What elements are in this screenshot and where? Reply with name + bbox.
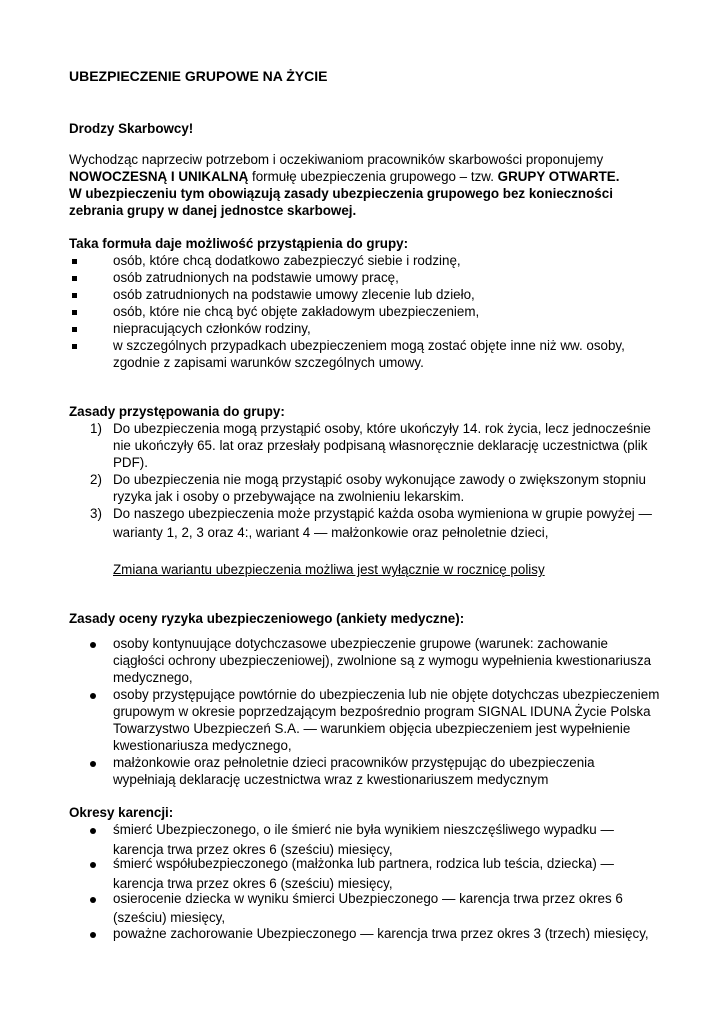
bullet-square-icon [72,344,77,349]
rules-heading: Zasady przystępowania do grupy: [69,404,285,419]
rules-number-3: 3) [90,506,102,521]
risk-item-1-line-3: medycznego, [113,670,193,685]
karencja-item-3-line-1: osierocenie dziecka w wyniku śmierci Ubezpieczonego — karencja trwa przez okres 6 [113,891,623,906]
karencja-item-2-line-1: śmierć współubezpieczonego (małżonka lub partnera, rodzica lub teścia, dziecka) — [113,856,614,871]
intro-line-4: zebrania grupy w danej jednostce skarbowej. [69,203,357,218]
bullet-dot-icon [90,897,96,903]
rules-item-2-line-2: ryzyka jak i osoby o przebywające na zwolnieniu lekarskim. [113,489,465,504]
formula-heading: Taka formuła daje możliwość przystąpienia do grupy: [69,236,409,251]
bullet-square-icon [72,259,77,264]
variant-change-note: Zmiana wariantu ubezpieczenia możliwa jest wyłącznie w rocznicę polisy [113,562,545,577]
rules-number-1: 1) [90,421,102,436]
intro-line-3: W ubezpieczeniu tym obowiązują zasady ubezpieczenia grupowego bez konieczności [69,186,613,201]
risk-item-3-line-1: małżonkowie oraz pełnoletnie dzieci pracowników przystępując do ubezpieczenia [113,755,595,770]
bullet-dot-icon [90,932,96,938]
risk-item-1-line-2: ciągłości ochrony ubezpieczeniowej), zwolnione są z wymogu wypełnienia kwestionariusza [113,653,652,668]
intro-mid: formułę ubezpieczenia grupowego – tzw. [248,169,498,184]
formula-item-5: niepracujących członków rodziny, [113,321,311,336]
intro-line-2 [69,169,619,184]
bullet-square-icon [72,327,77,332]
intro-bold-1: NOWOCZESNĄ I UNIKALNĄ [69,169,249,184]
rules-item-2-line-1: Do ubezpieczenia nie mogą przystąpić osoby wykonujące zawody o zwiększonym stopniu [113,472,646,487]
risk-item-2-line-3: Towarzystwo Ubezpieczeń S.A. — warunkiem objęcia ubezpieczeniem jest wypełnienie [113,721,631,736]
formula-item-1: osób, które chcą dodatkowo zabezpieczyć siebie i rodzinę, [113,253,461,268]
formula-item-3: osób zatrudnionych na podstawie umowy zlecenie lub dzieło, [113,287,475,302]
karencja-heading: Okresy karencji: [69,805,174,820]
bullet-square-icon [72,276,77,281]
risk-item-2-line-1: osoby przystępujące powtórnie do ubezpieczenia lub nie objęte dotychczas ubezpieczeniem [113,687,660,702]
risk-item-1-line-1: osoby kontynuujące dotychczasowe ubezpieczenie grupowe (warunek: zachowanie [113,636,609,651]
risk-item-2-line-4: kwestionariusza medycznego, [113,738,292,753]
karencja-item-4-line-1: poważne zachorowanie Ubezpieczonego — karencja trwa przez okres 3 (trzech) miesięcy, [113,926,649,941]
rules-item-3-line-2: warianty 1, 2, 3 oraz 4:, wariant 4 — małżonkowie oraz pełnoletnie dzieci, [113,525,549,540]
bullet-dot-icon [90,862,96,868]
formula-item-6-cont: zgodnie z zapisami warunków szczególnych umowy. [113,355,424,370]
bullet-dot-icon [90,828,96,834]
rules-item-3-line-1: Do naszego ubezpieczenia może przystąpić każda osoba wymieniona w grupie powyżej — [113,506,652,521]
risk-item-3-line-2: wypełniają deklarację uczestnictwa wraz z kwestionariuszem medycznym [113,772,549,787]
formula-item-6: w szczególnych przypadkach ubezpieczeniem mogą zostać objęte inne niż ww. osoby, [113,338,625,353]
intro-bold-2: GRUPY OTWARTE. [497,169,620,184]
risk-heading: Zasady oceny ryzyka ubezpieczeniowego (ankiety medyczne): [69,611,465,626]
karencja-item-1-line-2: karencja trwa przez okres 6 (sześciu) miesięcy, [113,842,393,857]
formula-item-2: osób zatrudnionych na podstawie umowy pracę, [113,270,399,285]
karencja-item-2-line-2: karencja trwa przez okres 6 (sześciu) miesięcy, [113,876,393,891]
bullet-square-icon [72,293,77,298]
karencja-item-3-line-2: (sześciu) miesięcy, [113,910,226,925]
rules-item-1-line-3: PDF). [113,455,148,470]
bullet-dot-icon [90,693,96,699]
formula-item-4: osób, które nie chcą być objęte zakładowym ubezpieczeniem, [113,304,480,319]
intro-line-1: Wychodząc naprzeciw potrzebom i oczekiwaniom pracowników skarbowości proponujemy [69,152,604,167]
karencja-item-1-line-1: śmierć Ubezpieczonego, o ile śmierć nie była wynikiem nieszczęśliwego wypadku — [113,822,614,837]
rules-item-1-line-2: nie ukończyły 65. lat oraz przesłały podpisaną własnoręcznie deklarację uczestnictwa (plik [113,438,648,453]
bullet-dot-icon [90,642,96,648]
page-title: UBEZPIECZENIE GRUPOWE NA ŻYCIE [69,68,328,84]
bullet-square-icon [72,310,77,315]
rules-number-2: 2) [90,472,102,487]
risk-item-2-line-2: grupowym w okresie poprzedzającym bezpośrednio program SIGNAL IDUNA Życie Polska [113,704,651,719]
bullet-dot-icon [90,761,96,767]
rules-item-1-line-1: Do ubezpieczenia mogą przystąpić osoby, które ukończyły 14. rok życia, lecz jednocześnie [113,421,651,436]
greeting: Drodzy Skarbowcy! [69,121,194,136]
